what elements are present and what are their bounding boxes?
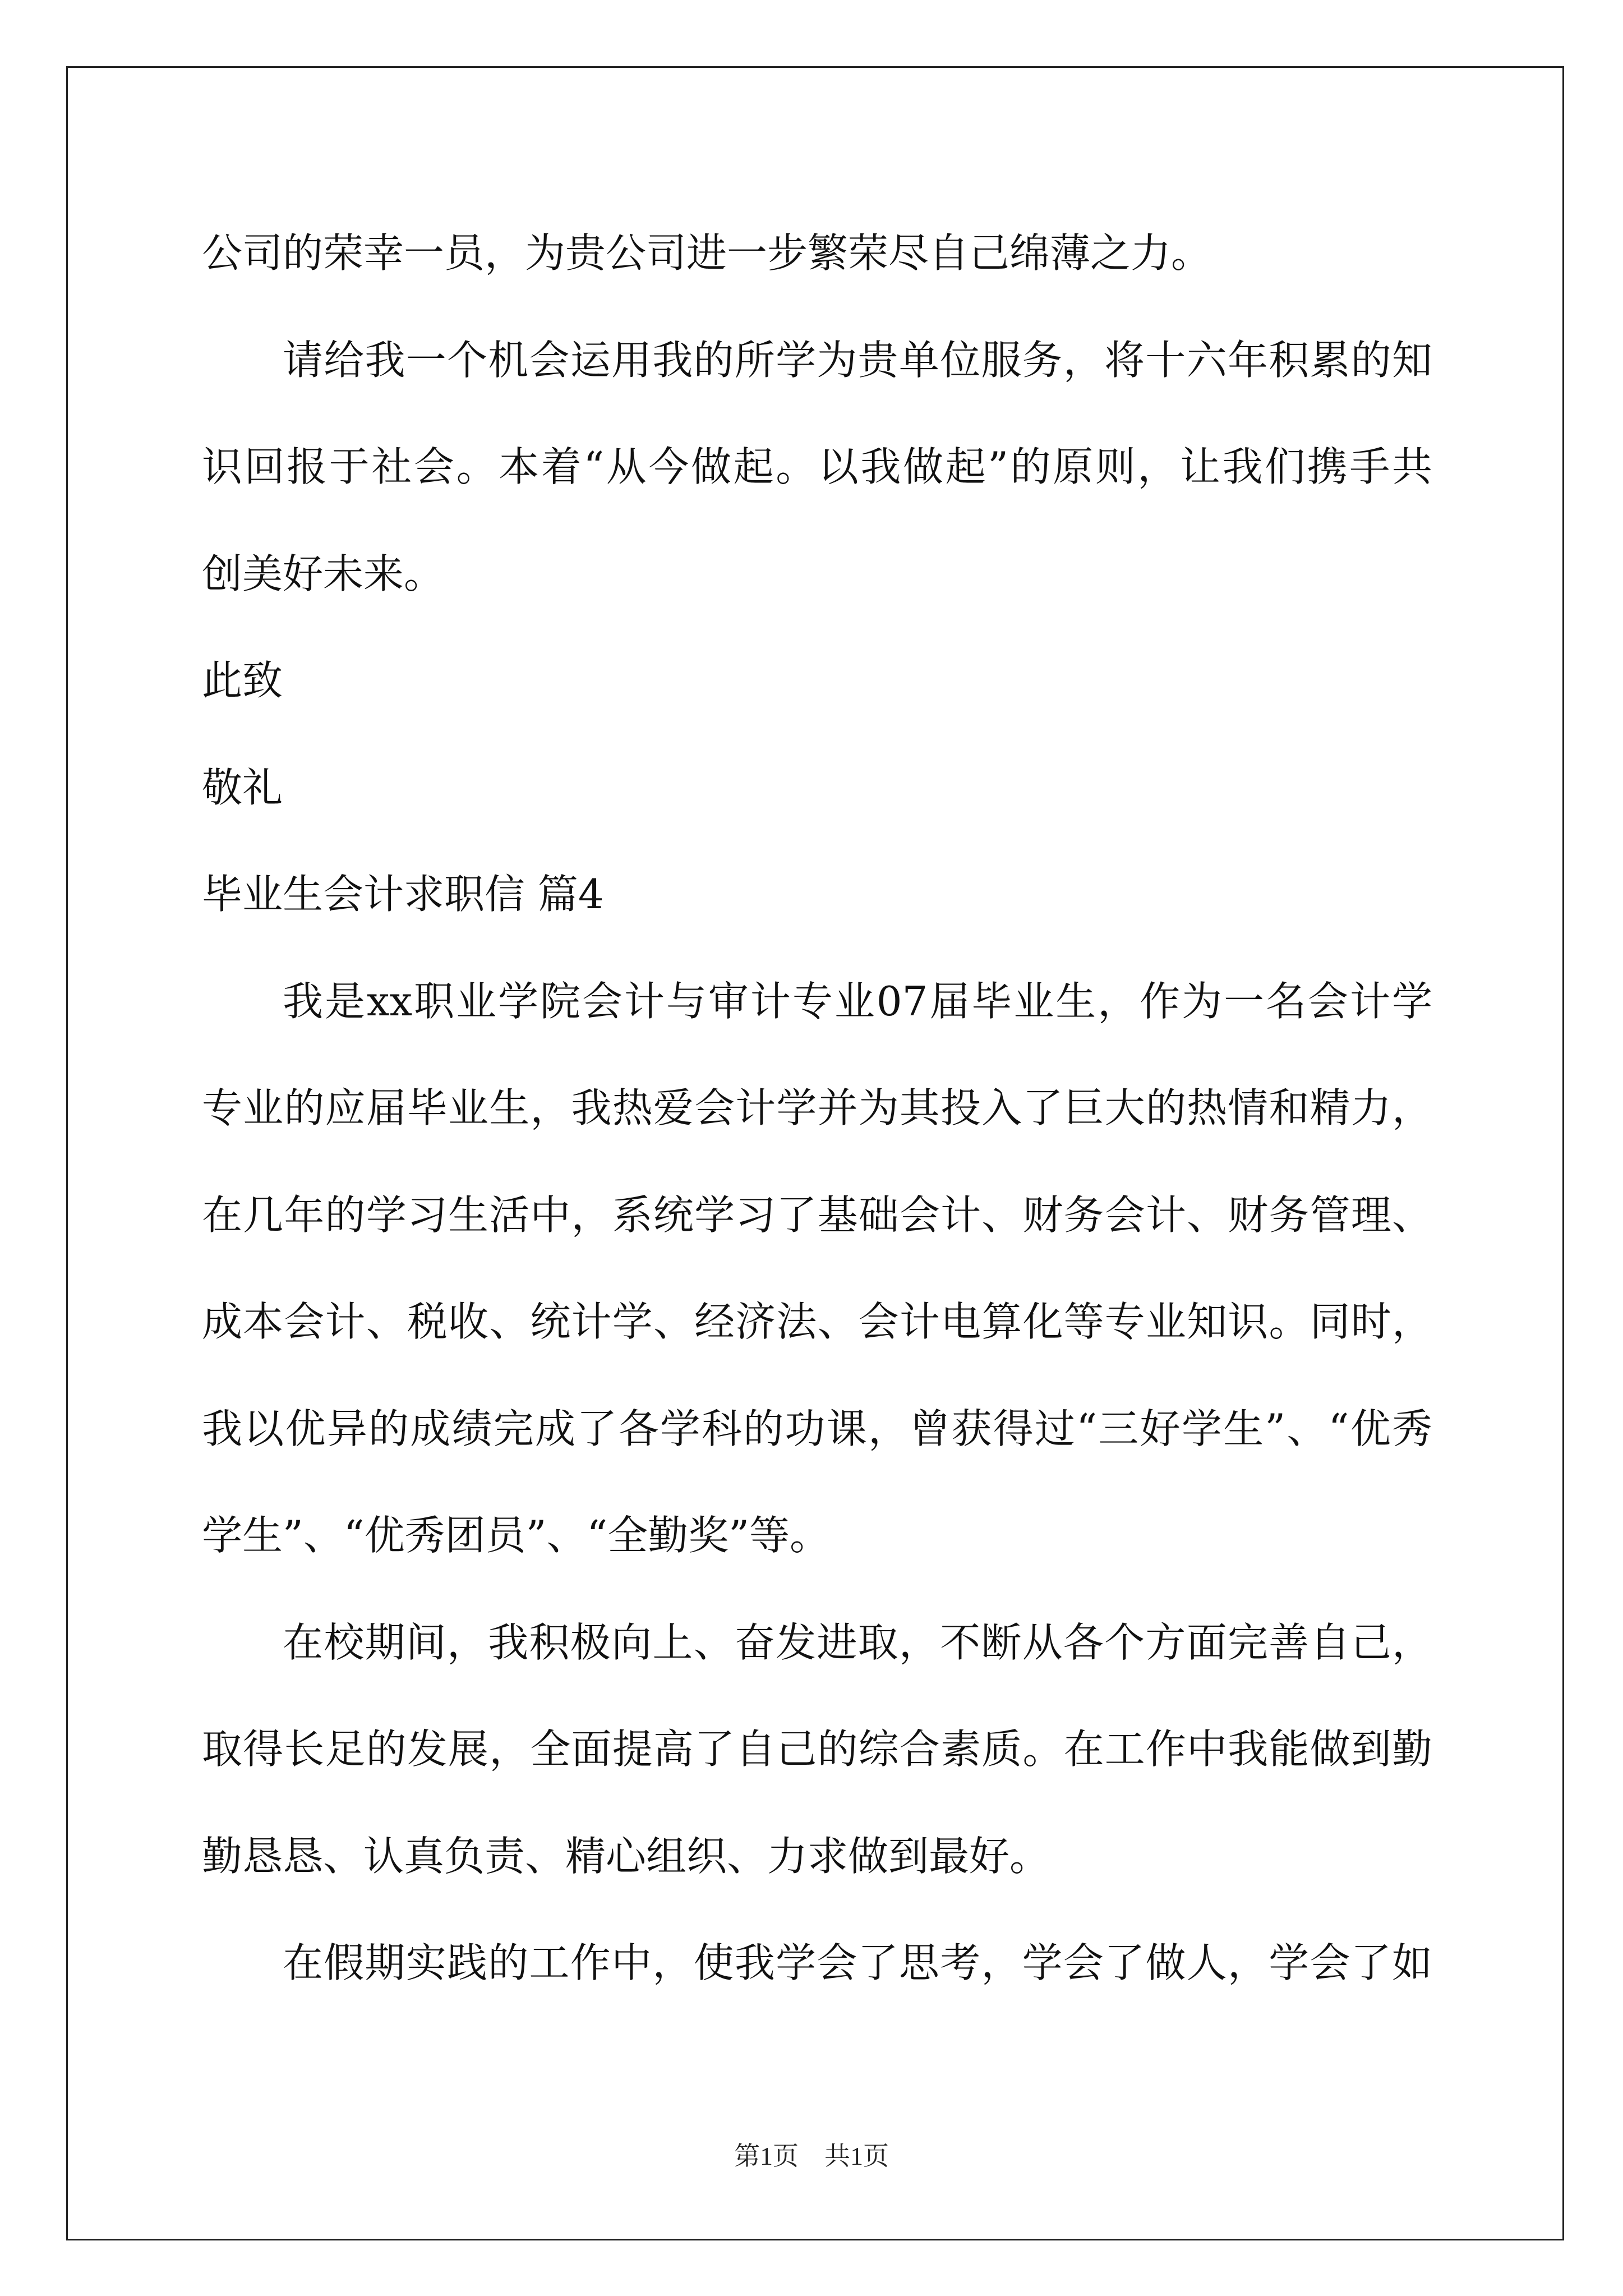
text-line: 学生”、“优秀团员”、“全勤奖”等。 — [202, 1512, 831, 1559]
text-line: 在几年的学习生活中，系统学习了基础会计、财务会计、财务管理、 — [202, 1191, 1432, 1239]
text-line: 我是xx职业学院会计与审计专业07届毕业生，作为一名会计学 — [283, 977, 1432, 1025]
text-line: 在假期实践的工作中，使我学会了思考，学会了做人，学会了如 — [283, 1939, 1432, 1986]
text-line: 请给我一个机会运用我的所学为贵单位服务，将十六年积累的知 — [283, 336, 1432, 384]
text-line: 创美好未来。 — [202, 550, 445, 597]
text-line: 专业的应届毕业生，我热爱会计学并为其投入了巨大的热情和精力， — [202, 1084, 1432, 1131]
text-line: 勤恳恳、认真负责、精心组织、力求做到最好。 — [202, 1832, 1050, 1880]
text-line: 我以优异的成绩完成了各学科的功课，曾获得过“三好学生”、“优秀 — [202, 1405, 1432, 1452]
text-line: 成本会计、税收、统计学、经济法、会计电算化等专业知识。同时， — [202, 1298, 1432, 1345]
text-line: 公司的荣幸一员，为贵公司进一步繁荣尽自己绵薄之力。 — [202, 229, 1212, 277]
document-body — [202, 200, 1432, 2017]
text-line: 在校期间，我积极向上、奋发进取，不断从各个方面完善自己， — [283, 1618, 1432, 1666]
text-line: 识回报于社会。本着“从今做起。以我做起”的原则，让我们携手共 — [202, 443, 1432, 490]
closing-regards: 敬礼 — [202, 763, 283, 811]
section-heading: 毕业生会计求职信 篇4 — [202, 871, 604, 918]
closing-salutation: 此致 — [202, 657, 283, 704]
page-footer: 第1页 共1页 — [734, 2142, 889, 2170]
text-line: 取得长足的发展，全面提高了自己的综合素质。在工作中我能做到勤 — [202, 1726, 1432, 1773]
